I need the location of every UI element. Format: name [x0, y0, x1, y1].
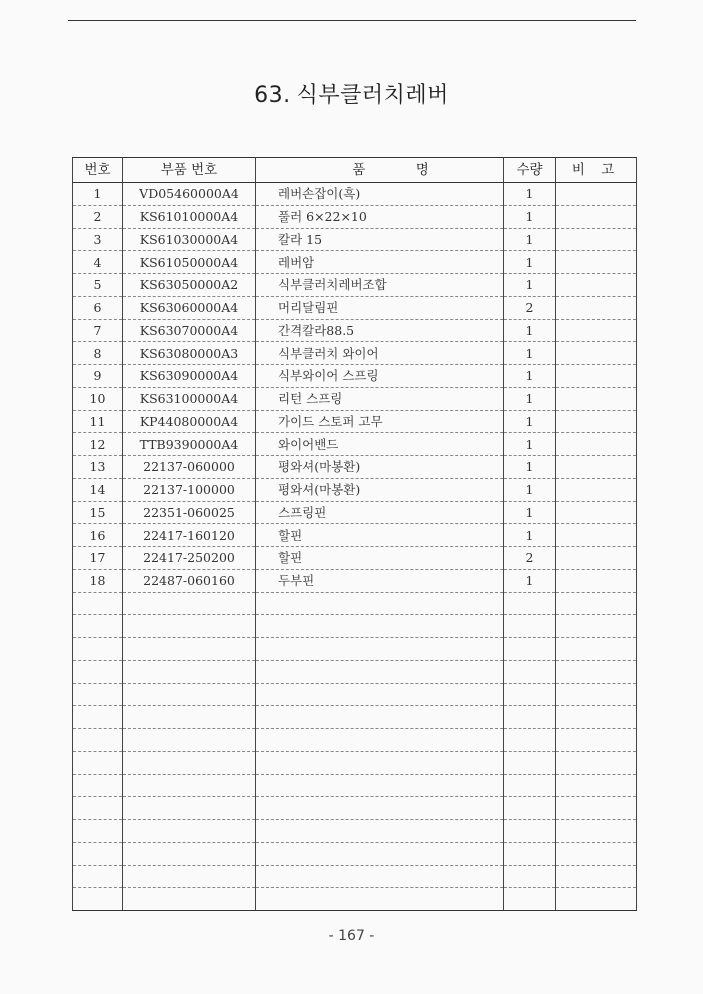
cell-name [256, 228, 504, 251]
cell-no: 10 [73, 387, 123, 410]
cell-no: 13 [73, 456, 123, 479]
cell-note [556, 820, 637, 843]
table-row [73, 183, 637, 206]
cell-note [556, 365, 637, 388]
cell-note [556, 660, 637, 683]
page-title [0, 78, 703, 109]
cell-no [73, 797, 123, 820]
cell-part-no [123, 797, 256, 820]
cell-name [256, 456, 504, 479]
table-row [73, 228, 637, 251]
cell-qty: 1 [504, 365, 556, 388]
cell-note [556, 683, 637, 706]
cell-part-no: TTB9390000A4 [123, 433, 256, 456]
cell-qty [504, 842, 556, 865]
cell-qty [504, 774, 556, 797]
cell-no [73, 842, 123, 865]
cell-no: 17 [73, 547, 123, 570]
table-row [73, 296, 637, 319]
table-row [73, 706, 637, 729]
table-row [73, 251, 637, 274]
cell-no: 18 [73, 569, 123, 592]
table-row [73, 729, 637, 752]
cell-part-no [123, 592, 256, 615]
cell-qty: 1 [504, 387, 556, 410]
cell-note [556, 547, 637, 570]
cell-name [256, 615, 504, 638]
cell-note [556, 274, 637, 297]
cell-name-text: 레버암 [278, 254, 315, 270]
cell-part-no [123, 751, 256, 774]
cell-part-no [123, 706, 256, 729]
table-row [73, 319, 637, 342]
cell-note [556, 592, 637, 615]
cell-name [256, 319, 504, 342]
cell-name [256, 342, 504, 365]
cell-note [556, 410, 637, 433]
cell-qty: 1 [504, 456, 556, 479]
cell-name [256, 274, 504, 297]
cell-name [256, 592, 504, 615]
cell-note [556, 638, 637, 661]
header-name [256, 158, 504, 183]
table-row [73, 638, 637, 661]
cell-part-no: 22137-060000 [123, 456, 256, 479]
table-row [73, 365, 637, 388]
table-row [73, 387, 637, 410]
cell-no: 12 [73, 433, 123, 456]
cell-note [556, 569, 637, 592]
cell-name-text: 와이어밴드 [278, 436, 339, 452]
cell-no [73, 592, 123, 615]
cell-name-text: 칼라 15 [278, 231, 323, 247]
cell-part-no [123, 615, 256, 638]
cell-no [73, 683, 123, 706]
cell-part-no [123, 683, 256, 706]
cell-qty: 2 [504, 296, 556, 319]
cell-name-text [256, 869, 278, 884]
cell-note [556, 342, 637, 365]
cell-no [73, 615, 123, 638]
cell-name [256, 251, 504, 274]
cell-qty [504, 615, 556, 638]
cell-note [556, 501, 637, 524]
cell-name-text: 머리달림핀 [278, 300, 339, 316]
cell-name-text: 가이드 스토퍼 고무 [278, 413, 383, 429]
table-row [73, 410, 637, 433]
cell-note [556, 456, 637, 479]
page-number: - 167 - [328, 928, 375, 944]
cell-qty: 1 [504, 433, 556, 456]
table-row [73, 774, 637, 797]
cell-part-no [123, 638, 256, 661]
cell-note [556, 842, 637, 865]
cell-name [256, 683, 504, 706]
cell-note [556, 205, 637, 228]
cell-note [556, 251, 637, 274]
cell-name [256, 729, 504, 752]
cell-name [256, 842, 504, 865]
header-note: 비 고 [556, 158, 637, 183]
cell-no: 5 [73, 274, 123, 297]
cell-name-text: 할핀 [278, 527, 303, 543]
cell-no: 9 [73, 365, 123, 388]
cell-note [556, 615, 637, 638]
cell-qty [504, 638, 556, 661]
cell-no: 2 [73, 205, 123, 228]
cell-qty [504, 820, 556, 843]
cell-name-text: 풀러 6×22×10 [278, 209, 367, 225]
cell-no [73, 660, 123, 683]
cell-qty: 1 [504, 410, 556, 433]
cell-name-text [256, 664, 278, 679]
cell-qty: 1 [504, 205, 556, 228]
table-row [73, 524, 637, 547]
cell-qty [504, 706, 556, 729]
cell-part-no: VD05460000A4 [123, 183, 256, 206]
cell-qty [504, 683, 556, 706]
table-row [73, 842, 637, 865]
cell-part-no [123, 729, 256, 752]
cell-qty [504, 592, 556, 615]
cell-part-no: KS61050000A4 [123, 251, 256, 274]
table-row [73, 865, 637, 888]
cell-note [556, 706, 637, 729]
cell-part-no [123, 865, 256, 888]
cell-part-no: KS63090000A4 [123, 365, 256, 388]
cell-name-text: 리턴 스프링 [278, 391, 343, 407]
cell-name-text [256, 732, 278, 747]
cell-no [73, 638, 123, 661]
cell-note [556, 387, 637, 410]
cell-name-text: 식부클러치 와이어 [278, 345, 379, 361]
cell-name [256, 774, 504, 797]
cell-note [556, 524, 637, 547]
cell-qty: 1 [504, 228, 556, 251]
table-row [73, 205, 637, 228]
cell-name [256, 706, 504, 729]
cell-no [73, 751, 123, 774]
cell-part-no: KS61030000A4 [123, 228, 256, 251]
table-row [73, 342, 637, 365]
table-body [73, 183, 637, 911]
cell-name [256, 797, 504, 820]
cell-name [256, 501, 504, 524]
cell-qty: 1 [504, 569, 556, 592]
cell-note [556, 774, 637, 797]
cell-note [556, 751, 637, 774]
cell-part-no [123, 774, 256, 797]
title-number: 63. [254, 83, 291, 108]
header-row [73, 158, 637, 183]
header-part-no: 부품 번호 [123, 158, 256, 183]
cell-part-no [123, 842, 256, 865]
cell-note [556, 433, 637, 456]
cell-note [556, 228, 637, 251]
table-row [73, 615, 637, 638]
cell-qty: 1 [504, 274, 556, 297]
cell-part-no: 22417-160120 [123, 524, 256, 547]
cell-name [256, 888, 504, 911]
cell-name [256, 296, 504, 319]
cell-no: 11 [73, 410, 123, 433]
cell-no: 7 [73, 319, 123, 342]
table-row [73, 433, 637, 456]
cell-name [256, 387, 504, 410]
cell-name [256, 410, 504, 433]
cell-name-text [256, 619, 278, 634]
cell-name-text [256, 596, 278, 611]
table-row [73, 456, 637, 479]
top-rule [68, 20, 636, 21]
cell-qty: 1 [504, 183, 556, 206]
cell-name-text: 식부클러치레버조합 [278, 277, 387, 293]
cell-qty: 1 [504, 342, 556, 365]
cell-qty [504, 865, 556, 888]
header-name-2: 명 [415, 161, 429, 178]
table-row [73, 569, 637, 592]
cell-name [256, 524, 504, 547]
cell-qty [504, 729, 556, 752]
cell-no [73, 820, 123, 843]
table-row [73, 547, 637, 570]
cell-part-no: KS61010000A4 [123, 205, 256, 228]
cell-name [256, 638, 504, 661]
cell-name-text: 두부핀 [278, 573, 315, 589]
cell-part-no: KS63070000A4 [123, 319, 256, 342]
cell-qty: 1 [504, 501, 556, 524]
table-row [73, 751, 637, 774]
cell-name-text: 간격칼라88.5 [278, 322, 355, 338]
cell-name [256, 865, 504, 888]
cell-qty: 1 [504, 251, 556, 274]
table-row [73, 592, 637, 615]
cell-name [256, 183, 504, 206]
cell-qty [504, 660, 556, 683]
cell-name [256, 660, 504, 683]
table-row [73, 820, 637, 843]
cell-no: 4 [73, 251, 123, 274]
cell-no: 3 [73, 228, 123, 251]
cell-name-text: 스프링핀 [278, 504, 327, 520]
table-row [73, 888, 637, 911]
cell-no: 1 [73, 183, 123, 206]
cell-name-text: 레버손잡이(흑) [278, 186, 361, 202]
cell-no [73, 865, 123, 888]
cell-name [256, 820, 504, 843]
cell-note [556, 729, 637, 752]
cell-name [256, 547, 504, 570]
cell-note [556, 865, 637, 888]
cell-part-no [123, 660, 256, 683]
table-row [73, 478, 637, 501]
cell-name-text [256, 641, 278, 656]
cell-part-no: KS63100000A4 [123, 387, 256, 410]
cell-no: 14 [73, 478, 123, 501]
cell-no [73, 774, 123, 797]
cell-part-no: 22487-060160 [123, 569, 256, 592]
parts-table [72, 157, 637, 911]
cell-no: 8 [73, 342, 123, 365]
cell-note [556, 478, 637, 501]
cell-part-no: KS63050000A2 [123, 274, 256, 297]
cell-name-text: 할핀 [278, 550, 303, 566]
cell-name [256, 478, 504, 501]
cell-name [256, 205, 504, 228]
cell-no [73, 729, 123, 752]
cell-no: 6 [73, 296, 123, 319]
table-row [73, 501, 637, 524]
cell-name [256, 365, 504, 388]
header-qty: 수량 [504, 158, 556, 183]
cell-name-text [256, 755, 278, 770]
cell-note [556, 319, 637, 342]
cell-name-text [256, 687, 278, 702]
title-text: 식부클러치레버 [296, 83, 449, 108]
cell-note [556, 183, 637, 206]
table-row [73, 274, 637, 297]
cell-name [256, 433, 504, 456]
cell-qty: 1 [504, 319, 556, 342]
cell-name-text [256, 823, 278, 838]
cell-part-no [123, 820, 256, 843]
table-row [73, 683, 637, 706]
cell-no: 16 [73, 524, 123, 547]
cell-note [556, 296, 637, 319]
cell-qty: 1 [504, 478, 556, 501]
cell-name-text [256, 846, 278, 861]
cell-qty: 2 [504, 547, 556, 570]
cell-no [73, 888, 123, 911]
cell-name-text [256, 801, 278, 816]
cell-name-text [256, 892, 278, 907]
cell-part-no: KS63080000A3 [123, 342, 256, 365]
cell-qty [504, 888, 556, 911]
cell-note [556, 797, 637, 820]
cell-note [556, 888, 637, 911]
cell-part-no: KS63060000A4 [123, 296, 256, 319]
cell-part-no: 22137-100000 [123, 478, 256, 501]
cell-name [256, 751, 504, 774]
cell-no: 15 [73, 501, 123, 524]
cell-name-text [256, 710, 278, 725]
header-name-1: 품 [352, 161, 366, 178]
header-no: 번호 [73, 158, 123, 183]
table-row [73, 797, 637, 820]
cell-part-no [123, 888, 256, 911]
cell-part-no: KP44080000A4 [123, 410, 256, 433]
cell-qty [504, 797, 556, 820]
cell-name-text [256, 778, 278, 793]
cell-name-text: 식부와이어 스프링 [278, 368, 379, 384]
cell-name [256, 569, 504, 592]
cell-part-no: 22417-250200 [123, 547, 256, 570]
cell-qty: 1 [504, 524, 556, 547]
cell-part-no: 22351-060025 [123, 501, 256, 524]
cell-no [73, 706, 123, 729]
cell-name-text: 평와셔(마봉환) [278, 482, 361, 498]
cell-name-text: 평와셔(마봉환) [278, 459, 361, 475]
table-row [73, 660, 637, 683]
cell-qty [504, 751, 556, 774]
